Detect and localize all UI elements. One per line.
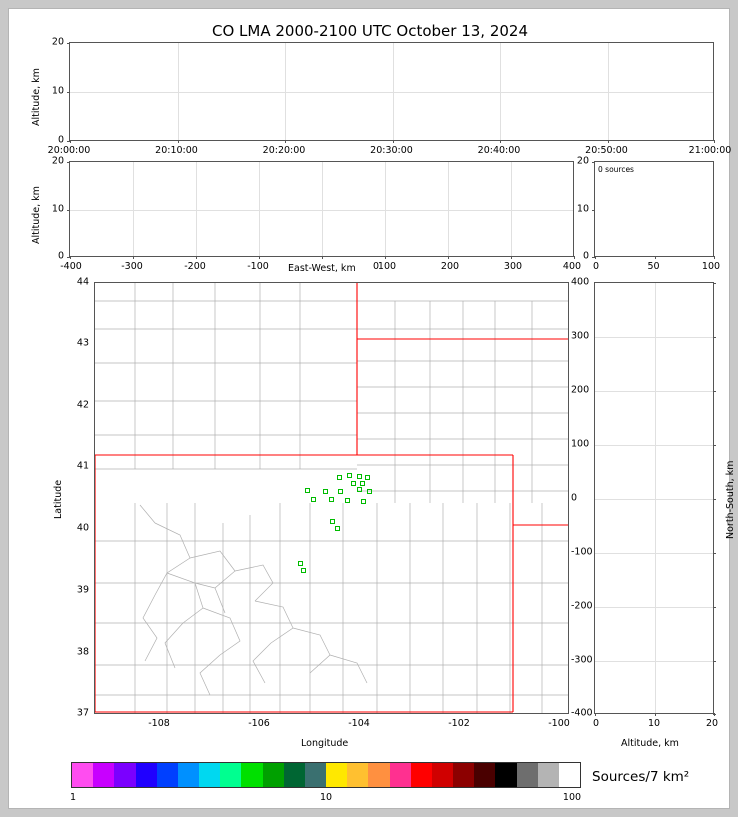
panel-source-histogram [594, 161, 714, 257]
colorbar-swatch [432, 763, 453, 787]
y-tick-label: 20 [51, 155, 64, 167]
tick [655, 256, 656, 259]
gridline [595, 445, 713, 446]
x-tick-label: 0 [372, 261, 380, 272]
gridline [448, 162, 449, 256]
panel-ns-height [594, 282, 714, 714]
lma-source-marker [335, 526, 340, 531]
x-tick-label: -104 [348, 718, 370, 729]
lma-source-marker [361, 499, 366, 504]
tick [70, 256, 71, 259]
tick [500, 140, 501, 143]
y-axis-label: Altitude, km [31, 68, 42, 126]
tick [178, 140, 179, 143]
tick [608, 140, 609, 143]
gridline [259, 162, 260, 256]
x-axis-label: Altitude, km [621, 738, 679, 749]
y-tick-label: 38 [76, 646, 89, 658]
gridline [500, 43, 501, 140]
figure-canvas: CO LMA 2000-2100 UTC October 13, 2024 20 10 0 20:00:00 20:10:00 20:20:00 20:30:00 20:40:00 20:50:00 21:00:00 Altitude, km 20 10 0 -400 -300 -200 -100 0 100 200 300 400 Altitude, km East-West, km 0 sources 20 10 0 0 50 100 44 43 42 41 40 39 38 37 -108 -106 -104 -102 -100 Latitude Longitude 400 300 200 100 0 -100 -200 -300 -400 0 10 20 North-South, km Altitude, km 1 10 100 Sources/7 km² [8, 8, 730, 809]
x-tick-label: 400 [562, 261, 582, 272]
x-tick-label: 0 [592, 718, 600, 729]
colorbar-swatch [136, 763, 157, 787]
colorbar-swatch [495, 763, 516, 787]
lma-source-marker [323, 489, 328, 494]
gridline [285, 43, 286, 140]
y-tick-label: 44 [76, 276, 89, 288]
x-tick-label: 21:00:00 [688, 145, 732, 156]
tick [322, 256, 323, 259]
y-tick-label: 39 [76, 584, 89, 596]
lma-source-marker [298, 561, 303, 566]
x-tick-label: 20:20:00 [262, 145, 306, 156]
y-tick-label: 43 [76, 337, 89, 349]
lma-source-marker [347, 473, 352, 478]
gridline [511, 162, 512, 256]
colorbar-tick-label: 1 [69, 792, 77, 803]
x-tick-label: 20 [705, 718, 719, 729]
tick [713, 499, 716, 500]
x-tick-label: -102 [448, 718, 470, 729]
x-tick-label: 100 [701, 261, 721, 272]
tick [196, 256, 197, 259]
x-tick-label: -100 [548, 718, 570, 729]
gridline [196, 162, 197, 256]
lma-source-marker [305, 488, 310, 493]
lma-source-marker [357, 487, 362, 492]
lma-source-marker [351, 481, 356, 486]
x-tick-label: 20:50:00 [585, 145, 628, 156]
x-tick-label: 20:00:00 [47, 145, 91, 156]
colorbar-swatch [178, 763, 199, 787]
y-tick-label: 0 [57, 134, 64, 146]
lma-source-marker [360, 481, 365, 486]
panel-time-height [69, 42, 714, 141]
x-tick-label: -300 [121, 261, 143, 272]
y-tick-label: 10 [51, 203, 64, 215]
gridline [595, 499, 713, 500]
gridline [322, 162, 323, 256]
colorbar-swatch [517, 763, 538, 787]
x-tick-label: 20:40:00 [477, 145, 521, 156]
lma-source-marker [357, 474, 362, 479]
x-tick-label: -200 [184, 261, 206, 272]
colorbar-title: Sources/7 km² [592, 769, 690, 785]
colorbar-swatch [390, 763, 411, 787]
tick [713, 445, 716, 446]
gridline [595, 337, 713, 338]
gridline [385, 162, 386, 256]
y-tick-label: 10 [576, 203, 589, 215]
colorbar-tick-label: 100 [562, 792, 582, 803]
tick [67, 162, 70, 163]
y-tick-label: 0 [57, 250, 64, 262]
x-tick-label: 200 [440, 261, 460, 272]
lma-source-marker [345, 498, 350, 503]
y-tick-label: 41 [76, 460, 89, 472]
colorbar-swatch [241, 763, 262, 787]
colorbar-swatch [284, 763, 305, 787]
lma-source-marker [301, 568, 306, 573]
source-count-annotation: 0 sources [598, 165, 634, 174]
x-tick-label: 300 [503, 261, 523, 272]
tick [511, 256, 512, 259]
y-tick-label: 0 [582, 250, 589, 262]
colorbar-swatch [199, 763, 220, 787]
x-axis-label: Longitude [301, 738, 349, 749]
x-axis-label: East-West, km [288, 263, 356, 274]
tick [67, 43, 70, 44]
tick [448, 256, 449, 259]
gridline [608, 43, 609, 140]
y-tick-label: 40 [76, 522, 89, 534]
y-axis-label: North-South, km [725, 460, 736, 539]
x-tick-label: -100 [247, 261, 269, 272]
y-tick-label: 37 [76, 707, 89, 719]
colorbar-swatch [368, 763, 389, 787]
lma-source-marker [330, 519, 335, 524]
colorbar-swatch [347, 763, 368, 787]
x-tick-label: 20:30:00 [370, 145, 413, 156]
colorbar [71, 762, 581, 788]
tick [70, 140, 71, 143]
colorbar-swatch [220, 763, 241, 787]
tick [713, 607, 716, 608]
x-tick-label: -108 [148, 718, 170, 729]
tick [713, 337, 716, 338]
panel-ew-height [69, 161, 574, 257]
y-tick-label: 10 [51, 85, 64, 97]
colorbar-swatch [157, 763, 178, 787]
colorbar-swatch [559, 763, 580, 787]
colorbar-swatch [474, 763, 495, 787]
lma-source-marker [338, 489, 343, 494]
y-axis-label: Altitude, km [31, 186, 42, 244]
colorbar-swatch [305, 763, 326, 787]
panel-map [94, 282, 569, 714]
figure-title: CO LMA 2000-2100 UTC October 13, 2024 [211, 22, 528, 40]
y-tick-label: 20 [51, 36, 64, 48]
lma-source-marker [367, 489, 372, 494]
tick [713, 283, 716, 284]
tick [595, 256, 596, 259]
tick [713, 661, 716, 662]
tick [714, 713, 715, 716]
gridline [655, 283, 656, 713]
gridline [133, 162, 134, 256]
x-tick-label: 10 [647, 718, 661, 729]
y-tick-label: 42 [76, 399, 89, 411]
gridline [595, 553, 713, 554]
tick [259, 256, 260, 259]
gridline [595, 661, 713, 662]
tick [393, 140, 394, 143]
colorbar-swatch [326, 763, 347, 787]
tick [285, 140, 286, 143]
lma-source-marker [337, 475, 342, 480]
colorbar-swatch [72, 763, 93, 787]
tick [133, 256, 134, 259]
colorbar-swatch [263, 763, 284, 787]
x-tick-label: 100 [377, 261, 397, 272]
tick [385, 256, 386, 259]
tick [592, 210, 595, 211]
colorbar-swatch [453, 763, 474, 787]
colorbar-swatch [93, 763, 114, 787]
y-axis-label: Latitude [53, 479, 64, 519]
colorbar-swatch [538, 763, 559, 787]
y-tick-label: 20 [576, 155, 589, 167]
tick [595, 713, 596, 716]
colorbar-swatch [411, 763, 432, 787]
lma-source-marker [329, 497, 334, 502]
gridline [178, 43, 179, 140]
colorbar-swatch [114, 763, 135, 787]
x-tick-label: -400 [60, 261, 82, 272]
tick [67, 92, 70, 93]
gridline [70, 92, 713, 93]
tick [67, 210, 70, 211]
tick [592, 162, 595, 163]
tick [655, 713, 656, 716]
tick [714, 140, 715, 143]
gridline [393, 43, 394, 140]
tick [713, 391, 716, 392]
x-tick-label: 20:10:00 [155, 145, 198, 156]
lma-source-marker [365, 475, 370, 480]
lma-source-marker [311, 497, 316, 502]
tick [713, 553, 716, 554]
x-tick-label: 50 [647, 261, 660, 272]
tick [714, 256, 715, 259]
colorbar-tick-label: 10 [319, 792, 333, 803]
gridline [595, 391, 713, 392]
x-tick-label: -106 [248, 718, 270, 729]
x-tick-label: 0 [592, 261, 600, 272]
gridline [595, 607, 713, 608]
